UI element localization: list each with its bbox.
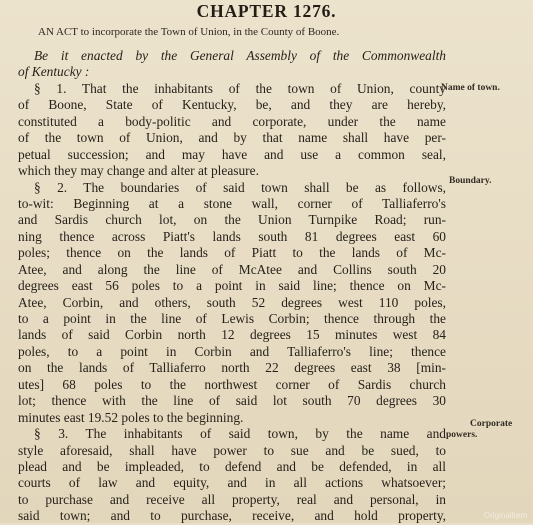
section-2-line: on the lands of Talliaferro north 22 degrees east 38 [min-	[18, 360, 446, 376]
section-2-line: utes] 68 poles to the northwest corner of Sardis church	[18, 376, 446, 392]
section-2-line: § 2. The boundaries of said town shall be as follows,	[34, 179, 446, 195]
section-1-line: constituted a body-politic and corporate, under the name	[18, 113, 446, 129]
section-2-line: Atee, and along the line of McAtee and Collins south 20	[18, 261, 446, 277]
section-2-line: and Sardis church lot, on the Union Turnpike Road; run-	[18, 212, 446, 228]
section-2-line: poles, to a point in Corbin and Talliaferro's line; thence	[18, 343, 446, 359]
section-3-line: plead and be impleaded, to defend and be defended, in all	[18, 458, 446, 474]
section-2-line: Atee, Corbin, and others, south 52 degrees west 110 poles,	[18, 294, 446, 310]
section-3-line: said town; and to purchase, receive, and hold property,	[18, 508, 446, 524]
section-3-line: style aforesaid, shall have power to sue and be sued, to	[18, 442, 446, 458]
section-3-line: to purchase and receive all property, real and personal, in	[18, 491, 446, 507]
margin-note-name-of-town: Name of town.	[441, 83, 500, 93]
watermark: OriginalItem	[483, 511, 527, 520]
section-2-line: ning thence across Piatt's lands south 81 degrees east 60	[18, 228, 446, 244]
section-1-line: petual succession; and may have and use a common seal,	[18, 146, 446, 162]
section-2-line: minutes east 19.52 poles to the beginning.	[18, 409, 244, 425]
section-2-line: poles; thence on the lands of Piatt to the lands of Mc-	[18, 245, 446, 261]
section-3-line: courts of law and equity, and in all actions whatsoever;	[18, 475, 446, 491]
section-2-line: lands of said Corbin north 12 degrees 15 minutes west 84	[18, 327, 446, 343]
chapter-heading: CHAPTER 1276.	[196, 1, 337, 21]
section-2-line: lot; thence with the line of said lot south 70 degrees 30	[18, 393, 446, 409]
section-1-line: of Boone, State of Kentucky, be, and they are hereby,	[18, 97, 446, 113]
enacting-clause-line-2: of Kentucky :	[18, 64, 90, 80]
act-body	[18, 48, 446, 525]
section-3-line: § 3. The inhabitants of said town, by the name and	[34, 426, 446, 442]
section-2-line: to a point in the line of Lewis Corbin; thence through the	[18, 311, 446, 326]
section-1-line: § 1. That the inhabitants of the town of Union, county	[34, 80, 446, 96]
section-2-line: to-wit: Beginning at a stone wall, corner of Talliaferro's	[18, 195, 446, 211]
enacting-clause-line-1: Be it enacted by the General Assembly of the Commonwealth	[34, 48, 446, 63]
margin-note-powers: powers.	[446, 430, 478, 440]
section-1-line: of the town of Union, and by that name shall have per-	[18, 130, 446, 146]
margin-note-boundary: Boundary.	[449, 176, 492, 186]
act-title: AN ACT to incorporate the Town of Union, in the County of Boone.	[38, 26, 340, 38]
section-2-line: degrees east 56 poles to a point in said line; thence on Mc-	[18, 278, 446, 294]
margin-note-corporate: Corporate	[470, 419, 513, 429]
section-1-line: which they may change and alter at pleasure.	[18, 163, 259, 179]
